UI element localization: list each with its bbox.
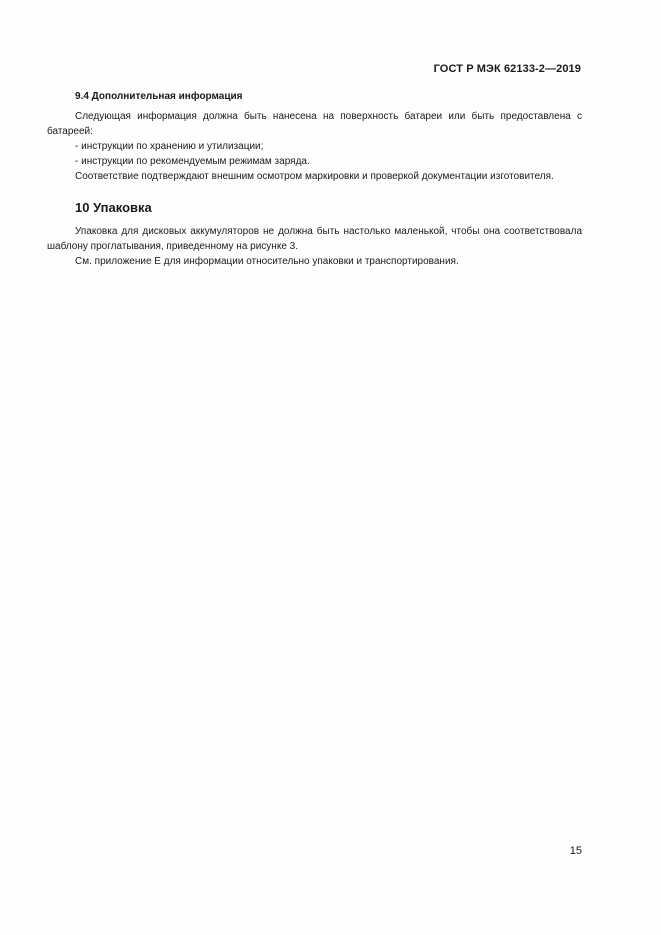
document-body [47,91,582,269]
section-10-heading: 10 Упаковка [75,200,152,215]
section-9-4-heading: 9.4 Дополнительная информация [75,91,243,102]
section-10-paragraph-1: Упаковка для дисковых аккумуляторов не должна быть настолько маленькой, чтобы она соответствовала шаблону проглатывания, приведенному на рисунке 3. [47,226,582,252]
section-9-4-paragraph-1: Следующая информация должна быть нанесена на поверхность батареи или быть предоставлена с батареей: [47,111,582,137]
section-9-4-paragraph-2: Соответствие подтверждают внешним осмотром маркировки и проверкой документации изготовителя. [75,171,554,182]
section-9-4-list-item-2: - инструкции по рекомендуемым режимам заряда. [75,156,310,167]
page-number: 15 [569,845,582,857]
section-10-paragraph-2: См. приложение Е для информации относительно упаковки и транспортирования. [75,256,459,267]
section-9-4-list-item-1: - инструкции по хранению и утилизации; [75,141,264,152]
document-header-id: ГОСТ Р МЭК 62133-2—2019 [433,63,581,75]
